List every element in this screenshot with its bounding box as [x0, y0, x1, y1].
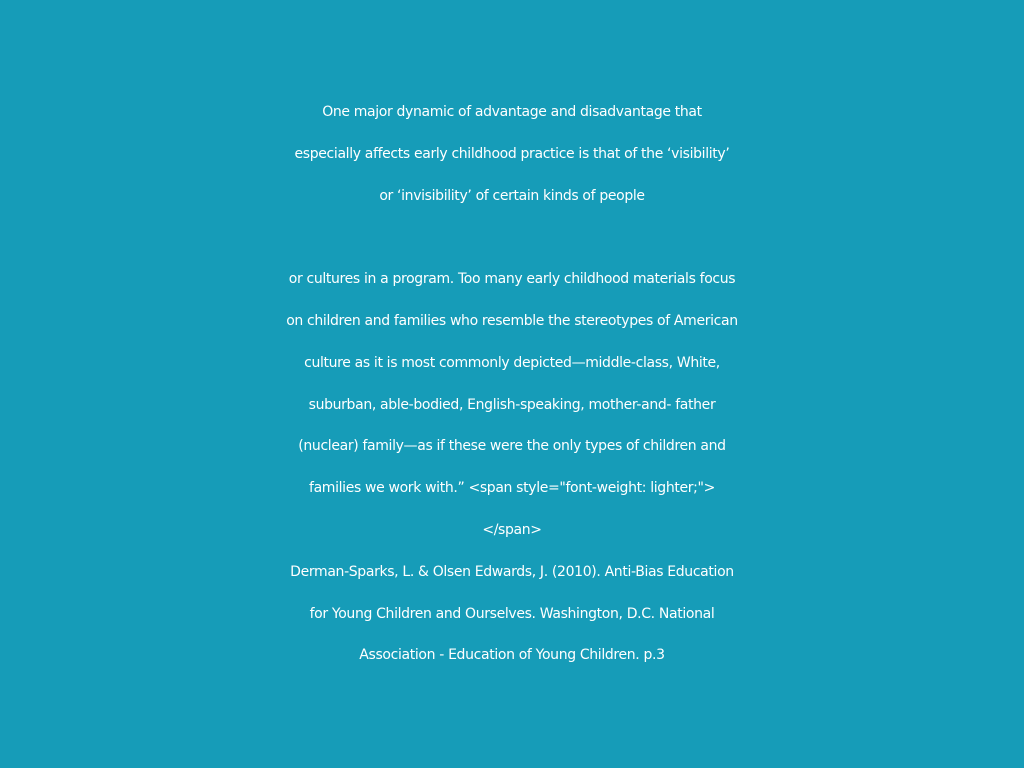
citation-line: Association - Education of Young Children. p.3: [359, 647, 665, 664]
citation-line: Derman-Sparks, L. & Olsen Edwards, J. (2010). Anti-Bias Education: [290, 563, 734, 580]
paragraph-spacer: [0, 217, 1024, 259]
quote-paragraph-1: [0, 92, 1024, 217]
quote-line: One major dynamic of advantage and disadvantage that: [322, 104, 702, 120]
quote-line: on children and families who resemble the stereotypes of American: [286, 312, 738, 329]
quote-line: </span>: [482, 521, 542, 538]
citation-line: for Young Children and Ourselves. Washington, D.C. National: [309, 605, 715, 622]
quote-line: or ‘invisibility’ of certain kinds of people: [379, 187, 645, 204]
quote-paragraph-2: [0, 259, 1024, 552]
quote-line: suburban, able-bodied, English-speaking, mother-and- father: [308, 396, 716, 413]
quote-line: families we work with.” <span style="font-weight: lighter;">: [309, 480, 715, 497]
citation: [0, 552, 1024, 677]
quote-line: culture as it is most commonly depicted—middle-class, White,: [304, 354, 720, 371]
quote-line: (nuclear) family—as if these were the only types of children and: [298, 438, 726, 455]
quote-line: especially affects early childhood practice is that of the ‘visibility’: [294, 145, 730, 162]
slide-text-block: [0, 92, 1024, 677]
quote-line: or cultures in a program. Too many early childhood materials focus: [288, 271, 736, 288]
